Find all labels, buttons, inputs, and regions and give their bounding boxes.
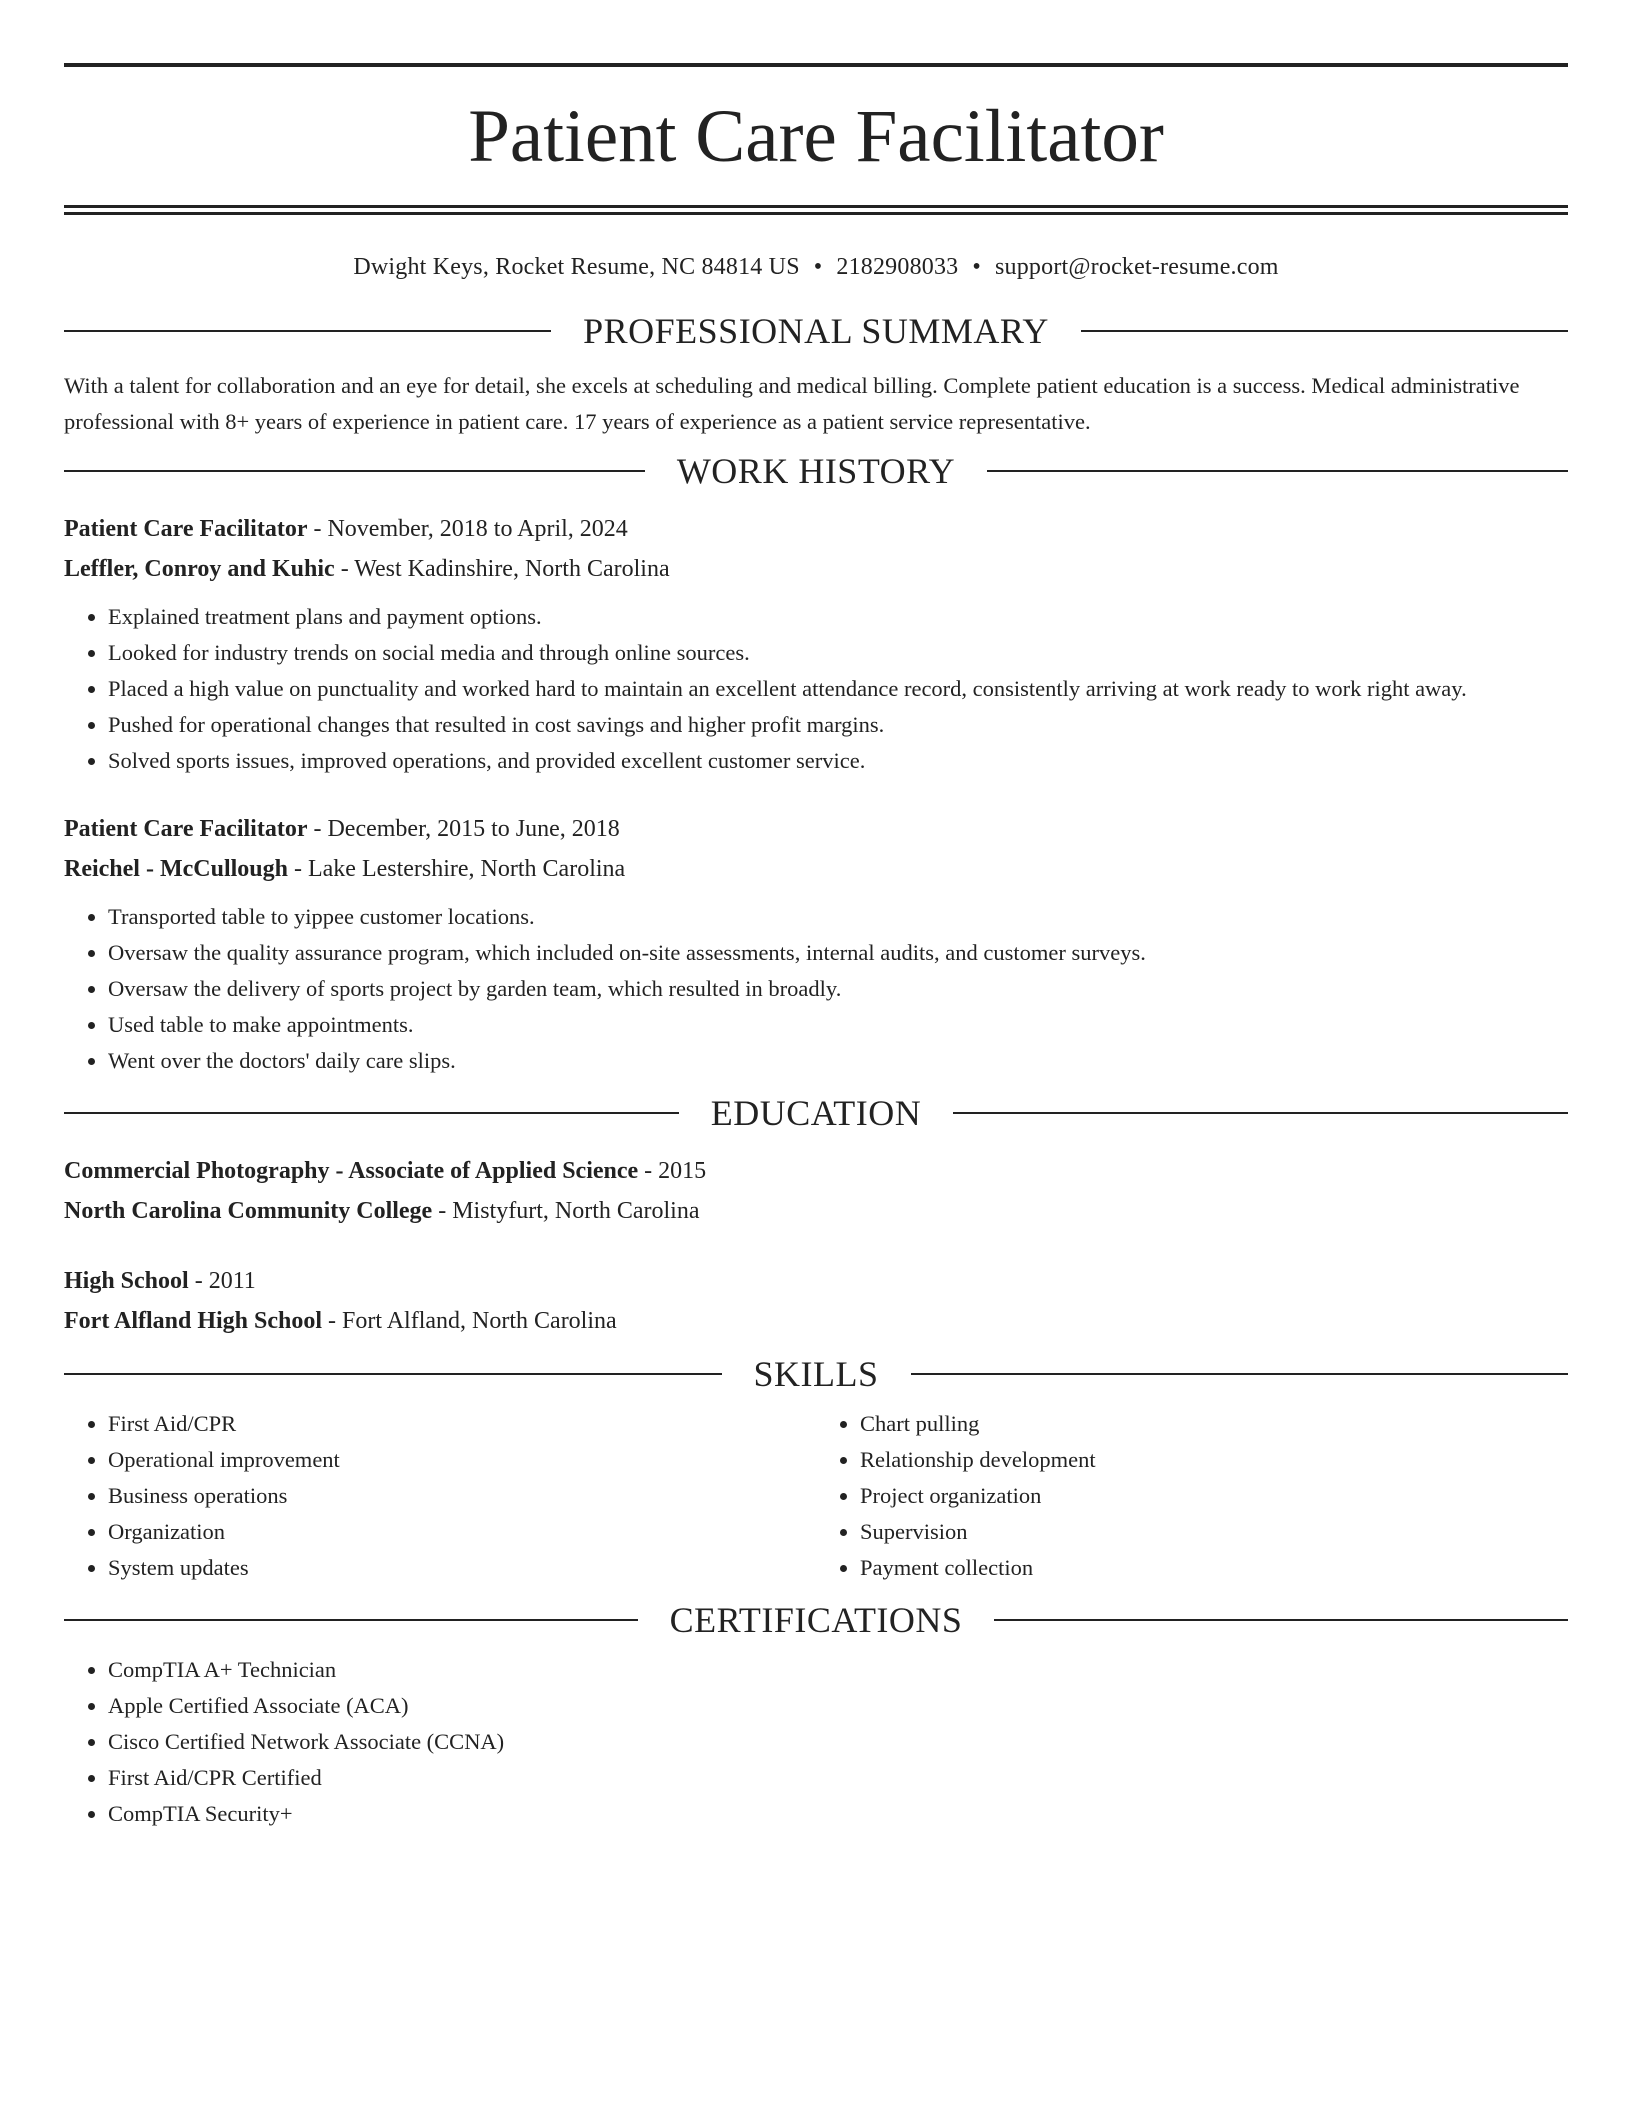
title-double-rule bbox=[64, 205, 1568, 215]
job-dates: - November, 2018 to April, 2024 bbox=[307, 516, 628, 542]
job-bullet: • Oversaw the quality assurance program, which included on-site assessments, internal audits, and customer surveys. bbox=[108, 935, 1568, 971]
job-bullets bbox=[64, 899, 1568, 1079]
job-entry bbox=[64, 509, 1568, 779]
contact-separator: • bbox=[813, 254, 823, 280]
skill-item: • First Aid/CPR bbox=[108, 1406, 816, 1442]
heading-rule-left bbox=[64, 1373, 722, 1375]
contact-email: support@rocket-resume.com bbox=[994, 254, 1279, 280]
skill-item: • Relationship development bbox=[860, 1442, 1568, 1478]
heading-rule-left bbox=[64, 1112, 679, 1114]
education-year: - 2015 bbox=[638, 1158, 707, 1184]
job-location: - West Kadinshire, North Carolina bbox=[334, 556, 670, 582]
job-bullet: • Went over the doctors' daily care slips. bbox=[108, 1043, 1568, 1079]
summary-text: With a talent for collaboration and an eye for detail, she excels at scheduling and medical billing. Complete patient education is a success. Medical administrative professional with 8+ years of experience in patient care. 17 years of experience as a patient service representative. bbox=[64, 373, 1520, 434]
skills-grid bbox=[64, 1406, 1568, 1586]
education-degree: Commercial Photography - Associate of Applied Science bbox=[64, 1158, 639, 1184]
heading-rule-left bbox=[64, 1619, 638, 1621]
job-employer-line bbox=[64, 549, 1568, 589]
education-year: - 2011 bbox=[188, 1268, 256, 1294]
certification-item: • Cisco Certified Network Associate (CCNA) bbox=[108, 1724, 1568, 1760]
resume-title: Patient Care Facilitator bbox=[468, 95, 1164, 178]
education-degree-line bbox=[64, 1261, 1568, 1301]
certification-item: • CompTIA A+ Technician bbox=[108, 1652, 1568, 1688]
skill-item: • Payment collection bbox=[860, 1550, 1568, 1586]
education-heading-label: EDUCATION bbox=[710, 1093, 922, 1133]
job-employer: Leffler, Conroy and Kuhic bbox=[64, 556, 335, 582]
job-bullet: • Explained treatment plans and payment options. bbox=[108, 599, 1568, 635]
job-bullet: • Used table to make appointments. bbox=[108, 1007, 1568, 1043]
job-title: Patient Care Facilitator bbox=[64, 816, 308, 842]
education-entry bbox=[64, 1151, 1568, 1231]
skill-item: • Project organization bbox=[860, 1478, 1568, 1514]
skill-item: • Chart pulling bbox=[860, 1406, 1568, 1442]
education-degree: High School bbox=[64, 1268, 189, 1294]
summary-heading-label: PROFESSIONAL SUMMARY bbox=[583, 311, 1049, 351]
skills-list-right bbox=[816, 1406, 1568, 1586]
education-school-line bbox=[64, 1301, 1568, 1341]
skills-heading-label: SKILLS bbox=[753, 1354, 879, 1394]
heading-rule-right bbox=[994, 1619, 1568, 1621]
work-heading-label: WORK HISTORY bbox=[676, 451, 956, 491]
certification-item: • Apple Certified Associate (ACA) bbox=[108, 1688, 1568, 1724]
heading-rule-right bbox=[953, 1112, 1568, 1114]
certifications-list bbox=[64, 1652, 1568, 1832]
skill-item: • Supervision bbox=[860, 1514, 1568, 1550]
job-employer: Reichel - McCullough bbox=[64, 856, 288, 882]
job-bullet: • Oversaw the delivery of sports project by garden team, which resulted in broadly. bbox=[108, 971, 1568, 1007]
skill-item: • Business operations bbox=[108, 1478, 816, 1514]
job-bullet: • Placed a high value on punctuality and worked hard to maintain an excellent attendance record, consistently arriving at work ready to work right away. bbox=[108, 671, 1568, 707]
education-location: - Mistyfurt, North Carolina bbox=[432, 1198, 700, 1224]
heading-rule-right bbox=[1081, 330, 1568, 332]
skill-item: • Operational improvement bbox=[108, 1442, 816, 1478]
education-degree-line bbox=[64, 1151, 1568, 1191]
job-title-line bbox=[64, 809, 1568, 849]
education-school-line bbox=[64, 1191, 1568, 1231]
skills-heading bbox=[64, 1354, 1568, 1394]
certifications-heading-label: CERTIFICATIONS bbox=[669, 1600, 963, 1640]
education-entry bbox=[64, 1261, 1568, 1341]
job-bullet: • Solved sports issues, improved operations, and provided excellent customer service. bbox=[108, 743, 1568, 779]
job-title: Patient Care Facilitator bbox=[64, 516, 308, 542]
job-title-line bbox=[64, 509, 1568, 549]
summary-heading bbox=[64, 311, 1568, 351]
job-location: - Lake Lestershire, North Carolina bbox=[287, 856, 626, 882]
resume-page bbox=[64, 63, 1568, 1832]
job-bullet: • Looked for industry trends on social media and through online sources. bbox=[108, 635, 1568, 671]
skill-item: • System updates bbox=[108, 1550, 816, 1586]
education-school: North Carolina Community College bbox=[64, 1198, 433, 1224]
heading-rule-right bbox=[911, 1373, 1569, 1375]
contact-separator: • bbox=[972, 254, 981, 280]
job-dates: - December, 2015 to June, 2018 bbox=[307, 816, 620, 842]
certification-item: • CompTIA Security+ bbox=[108, 1796, 1568, 1832]
skills-list-left bbox=[64, 1406, 816, 1586]
contact-address: Dwight Keys, Rocket Resume, NC 84814 US bbox=[353, 254, 800, 280]
work-heading bbox=[64, 451, 1568, 491]
certifications-heading bbox=[64, 1600, 1568, 1640]
job-bullet: • Transported table to yippee customer locations. bbox=[108, 899, 1568, 935]
job-employer-line bbox=[64, 849, 1568, 889]
job-bullet: • Pushed for operational changes that resulted in cost savings and higher profit margins. bbox=[108, 707, 1568, 743]
education-heading bbox=[64, 1093, 1568, 1133]
heading-rule-left bbox=[64, 330, 551, 332]
job-bullets bbox=[64, 599, 1568, 779]
skill-item: • Organization bbox=[108, 1514, 816, 1550]
heading-rule-right bbox=[987, 470, 1568, 472]
top-rule bbox=[64, 63, 1568, 67]
heading-rule-left bbox=[64, 470, 645, 472]
certification-item: • First Aid/CPR Certified bbox=[108, 1760, 1568, 1796]
education-school: Fort Alfland High School bbox=[64, 1308, 323, 1334]
education-location: - Fort Alfland, North Carolina bbox=[322, 1308, 617, 1334]
job-entry bbox=[64, 809, 1568, 1079]
contact-phone: 2182908033 bbox=[836, 254, 959, 280]
contact-line bbox=[64, 252, 1568, 282]
